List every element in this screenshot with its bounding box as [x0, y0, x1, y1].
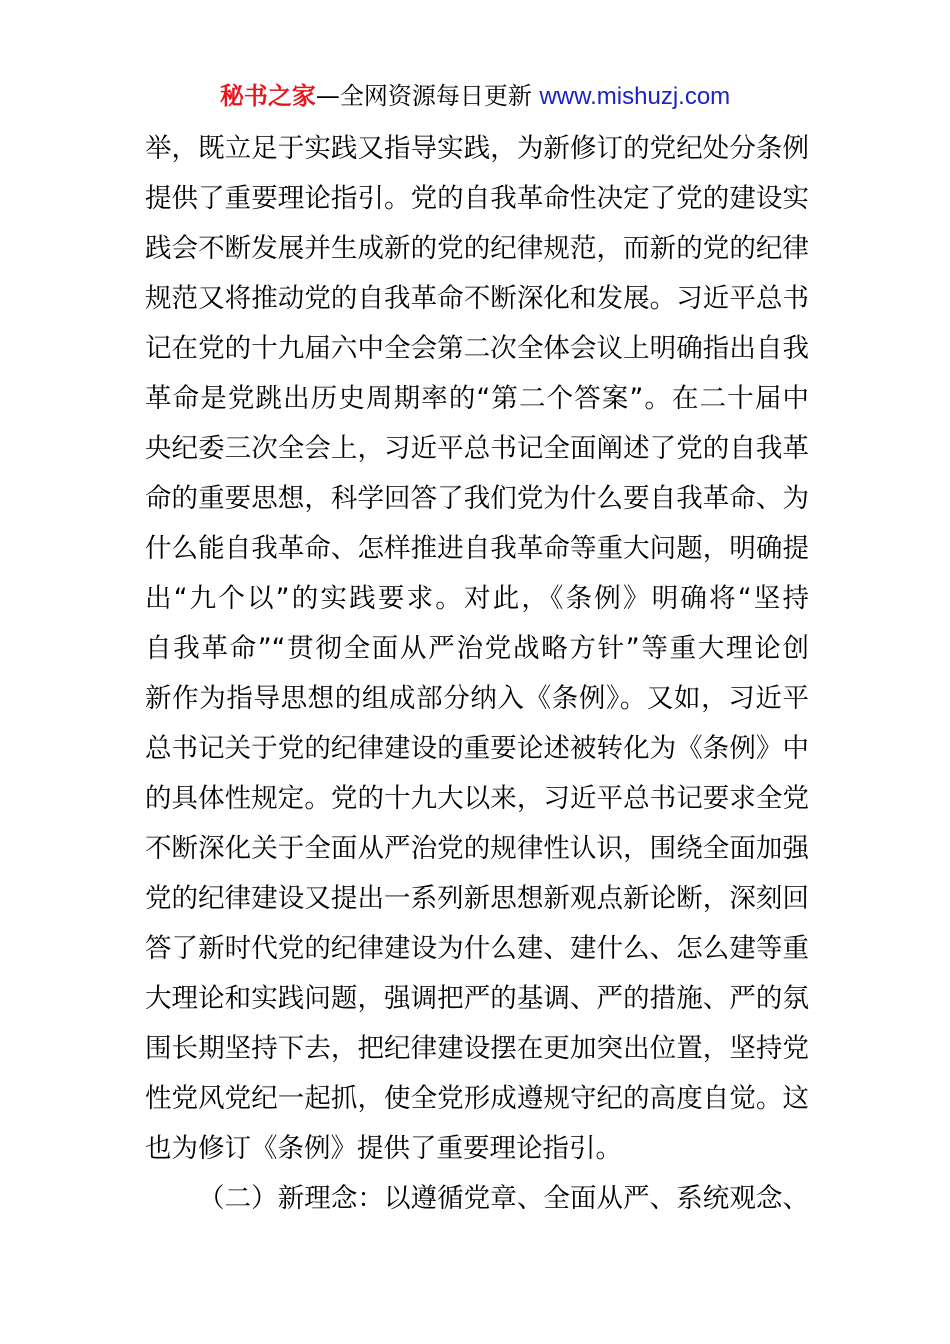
text-line: 新作为指导思想的组成部分纳入《条例》。又如，习近平 [145, 683, 809, 714]
text-line: 大理论和实践问题，强调把严的基调、严的措施、严的氛 [145, 983, 809, 1014]
text-line: 央纪委三次全会上，习近平总书记全面阐述了党的自我革 [145, 433, 809, 464]
text-line: 出“九个以”的实践要求。对此，《条例》明确将“坚持 [145, 583, 809, 614]
text-line: 党的纪律建设又提出一系列新思想新观点新论断，深刻回 [145, 883, 809, 914]
text-line: 性党风党纪一起抓，使全党形成遵规守纪的高度自觉。这 [145, 1083, 809, 1114]
text-line: 什么能自我革命、怎样推进自我革命等重大问题，明确提 [145, 533, 809, 564]
text-line: 答了新时代党的纪律建设为什么建、建什么、怎么建等重 [145, 933, 809, 964]
text-line: 践会不断发展并生成新的党的纪律规范，而新的党的纪律 [145, 233, 809, 264]
text-line: 围长期坚持下去，把纪律建设摆在更加突出位置，坚持党 [145, 1033, 809, 1064]
text-line: 自我革命”“贯彻全面从严治党战略方针”等重大理论创 [145, 633, 809, 664]
paragraph-end-line: 也为修订《条例》提供了重要理论指引。 [145, 1133, 622, 1164]
text-line: 规范又将推动党的自我革命不断深化和发展。习近平总书 [145, 283, 809, 314]
section-heading: （二）新理念：以遵循党章、全面从严、系统观念、 [198, 1183, 809, 1214]
text-line: 记在党的十九届六中全会第二次全体会议上明确指出自我 [145, 333, 809, 364]
text-line: 总书记关于党的纪律建设的重要论述被转化为《条例》中 [145, 733, 809, 764]
text-line: 命的重要思想，科学回答了我们党为什么要自我革命、为 [145, 483, 809, 514]
text-line: 举，既立足于实践又指导实践，为新修订的党纪处分条例 [145, 133, 809, 164]
text-line: 不断深化关于全面从严治党的规律性认识，围绕全面加强 [145, 833, 809, 864]
site-url-link[interactable]: www.mishuzj.com [539, 83, 731, 110]
page-header [0, 78, 950, 115]
header-tagline: —全网资源每日更新 [315, 82, 532, 110]
text-line: 提供了重要理论指引。党的自我革命性决定了党的建设实 [145, 183, 809, 214]
text-line: 的具体性规定。党的十九大以来，习近平总书记要求全党 [145, 783, 809, 814]
text-line: 革命是党跳出历史周期率的“第二个答案”。在二十届中 [145, 383, 809, 414]
document-body [145, 124, 809, 1224]
brand-name: 秘书之家 [219, 82, 316, 110]
